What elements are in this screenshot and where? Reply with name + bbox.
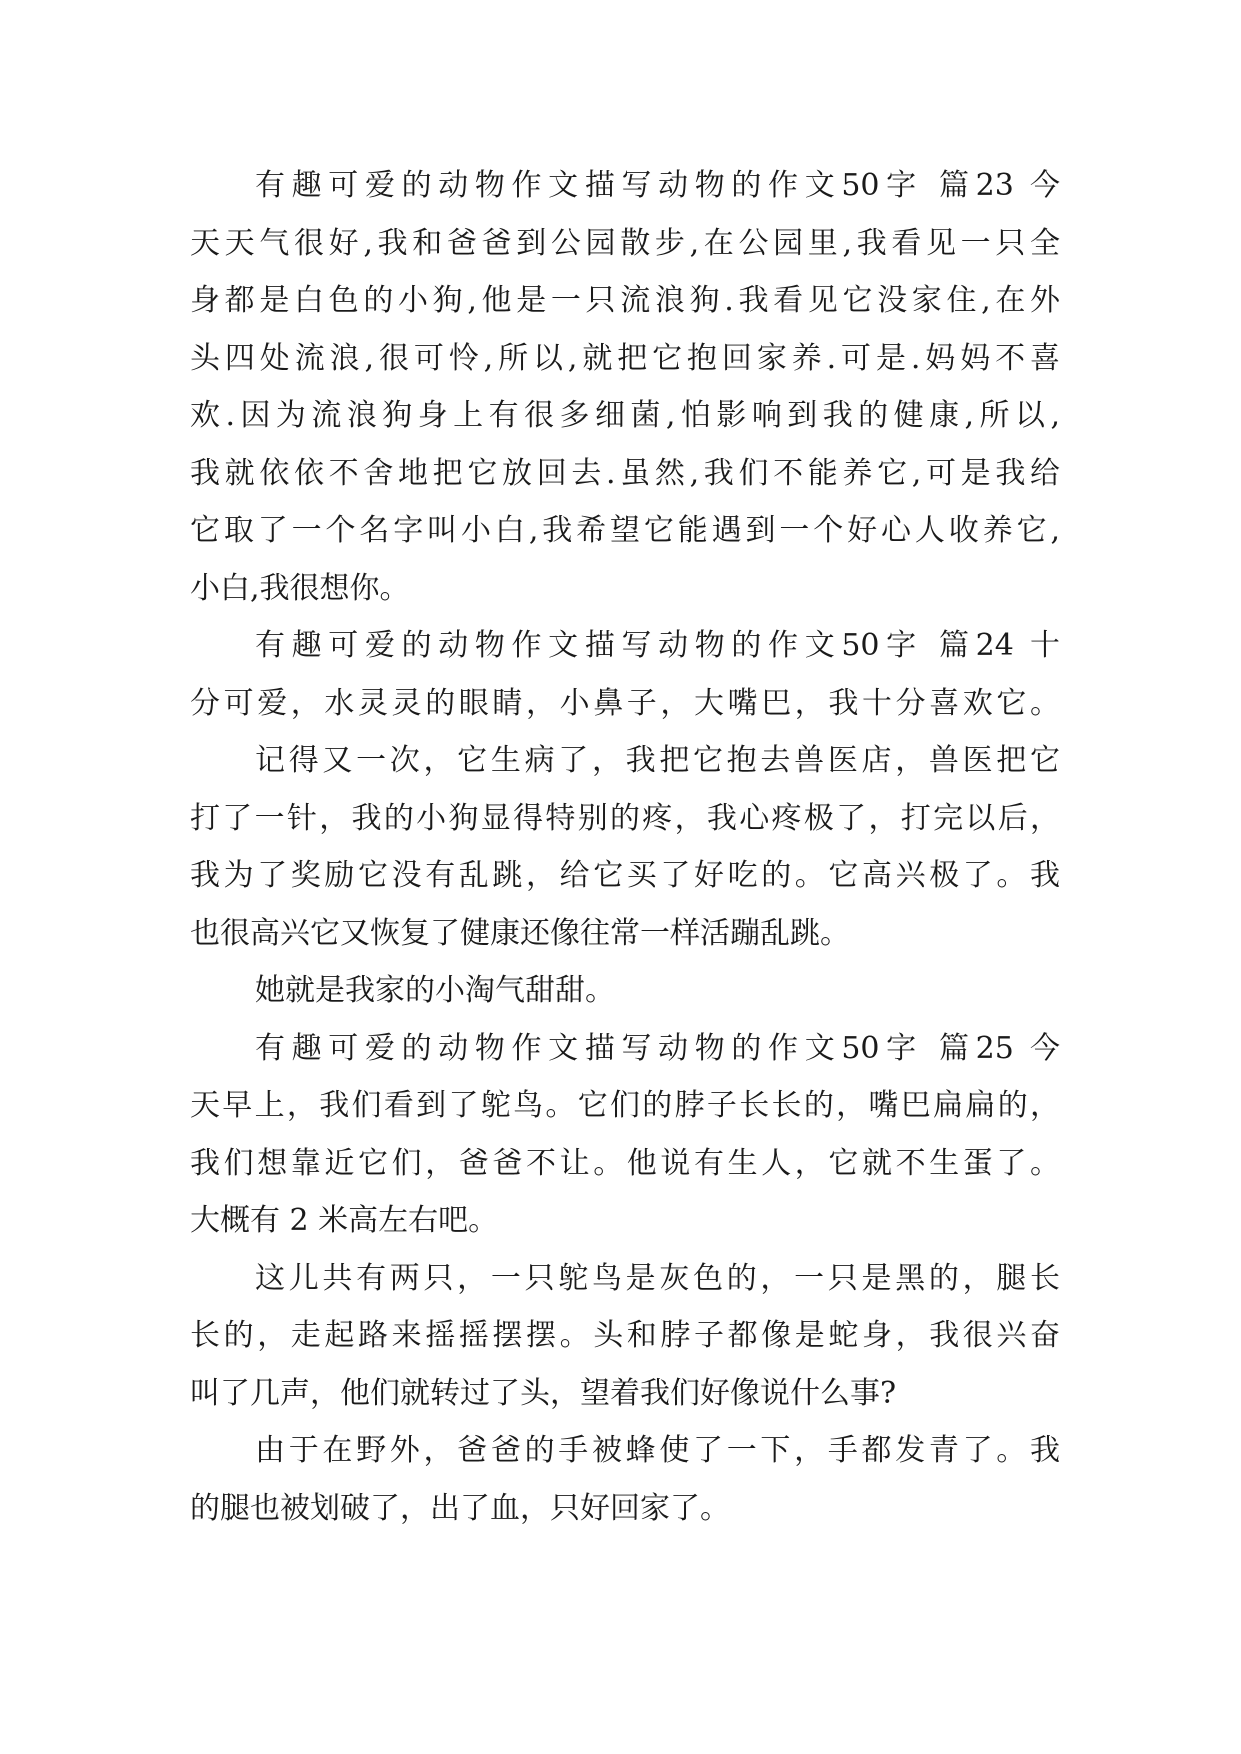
essay-25-line-3: 我们想靠近它们，爸爸不让。他说有生人，它就不生蛋了。 <box>190 1146 1060 1181</box>
essay-23-line-5: 欢.因为流浪狗身上有很多细菌,怕影响到我的健康,所以, <box>190 398 1060 433</box>
essay-25-paragraph-3-line-1: 由于在野外，爸爸的手被蜂使了一下，手都发青了。我 <box>255 1433 1060 1468</box>
essay-25-line-2: 天早上，我们看到了鸵鸟。它们的脖子长长的，嘴巴扁扁的， <box>190 1088 1060 1123</box>
essay-23-line-8: 小白,我很想你。 <box>190 571 410 606</box>
essay-25-paragraph-2-line-1: 这儿共有两只，一只鸵鸟是灰色的，一只是黑的，腿长 <box>255 1261 1060 1296</box>
essay-24-line-2: 分可爱，水灵灵的眼睛，小鼻子，大嘴巴，我十分喜欢它。 <box>190 686 1060 721</box>
essay-25-heading-line: 有趣可爱的动物作文描写动物的作文50字 篇25 今 <box>255 1031 1060 1066</box>
essay-24-paragraph-2-line-3: 我为了奖励它没有乱跳，给它买了好吃的。它高兴极了。我 <box>190 858 1060 893</box>
essay-23-line-6: 我就依依不舍地把它放回去.虽然,我们不能养它,可是我给 <box>190 456 1060 491</box>
essay-24-heading-line: 有趣可爱的动物作文描写动物的作文50字 篇24 十 <box>255 628 1060 663</box>
essay-23-line-2: 天天气很好,我和爸爸到公园散步,在公园里,我看见一只全 <box>190 226 1060 261</box>
essay-23-line-4: 头四处流浪,很可怜,所以,就把它抱回家养.可是.妈妈不喜 <box>190 341 1060 376</box>
essay-25-line-4: 大概有 2 米高左右吧。 <box>190 1203 499 1238</box>
essay-24-paragraph-2-line-2: 打了一针，我的小狗显得特别的疼，我心疼极了，打完以后， <box>190 801 1060 836</box>
essay-25-paragraph-3-line-2: 的腿也被划破了，出了血，只好回家了。 <box>190 1491 730 1526</box>
essay-23-line-7: 它取了一个名字叫小白,我希望它能遇到一个好心人收养它, <box>190 513 1060 548</box>
essay-23-line-3: 身都是白色的小狗,他是一只流浪狗.我看见它没家住,在外 <box>190 283 1060 318</box>
essay-24-paragraph-3: 她就是我家的小淘气甜甜。 <box>255 973 615 1008</box>
essay-23-heading-line: 有趣可爱的动物作文描写动物的作文50字 篇23 今 <box>255 168 1060 203</box>
essay-24-paragraph-2-line-1: 记得又一次，它生病了，我把它抱去兽医店，兽医把它 <box>255 743 1060 778</box>
essay-24-paragraph-2-line-4: 也很高兴它又恢复了健康还像往常一样活蹦乱跳。 <box>190 916 850 951</box>
essay-25-paragraph-2-line-3: 叫了几声，他们就转过了头，望着我们好像说什么事? <box>190 1376 897 1411</box>
essay-25-paragraph-2-line-2: 长的，走起路来摇摇摆摆。头和脖子都像是蛇身，我很兴奋 <box>190 1318 1060 1353</box>
